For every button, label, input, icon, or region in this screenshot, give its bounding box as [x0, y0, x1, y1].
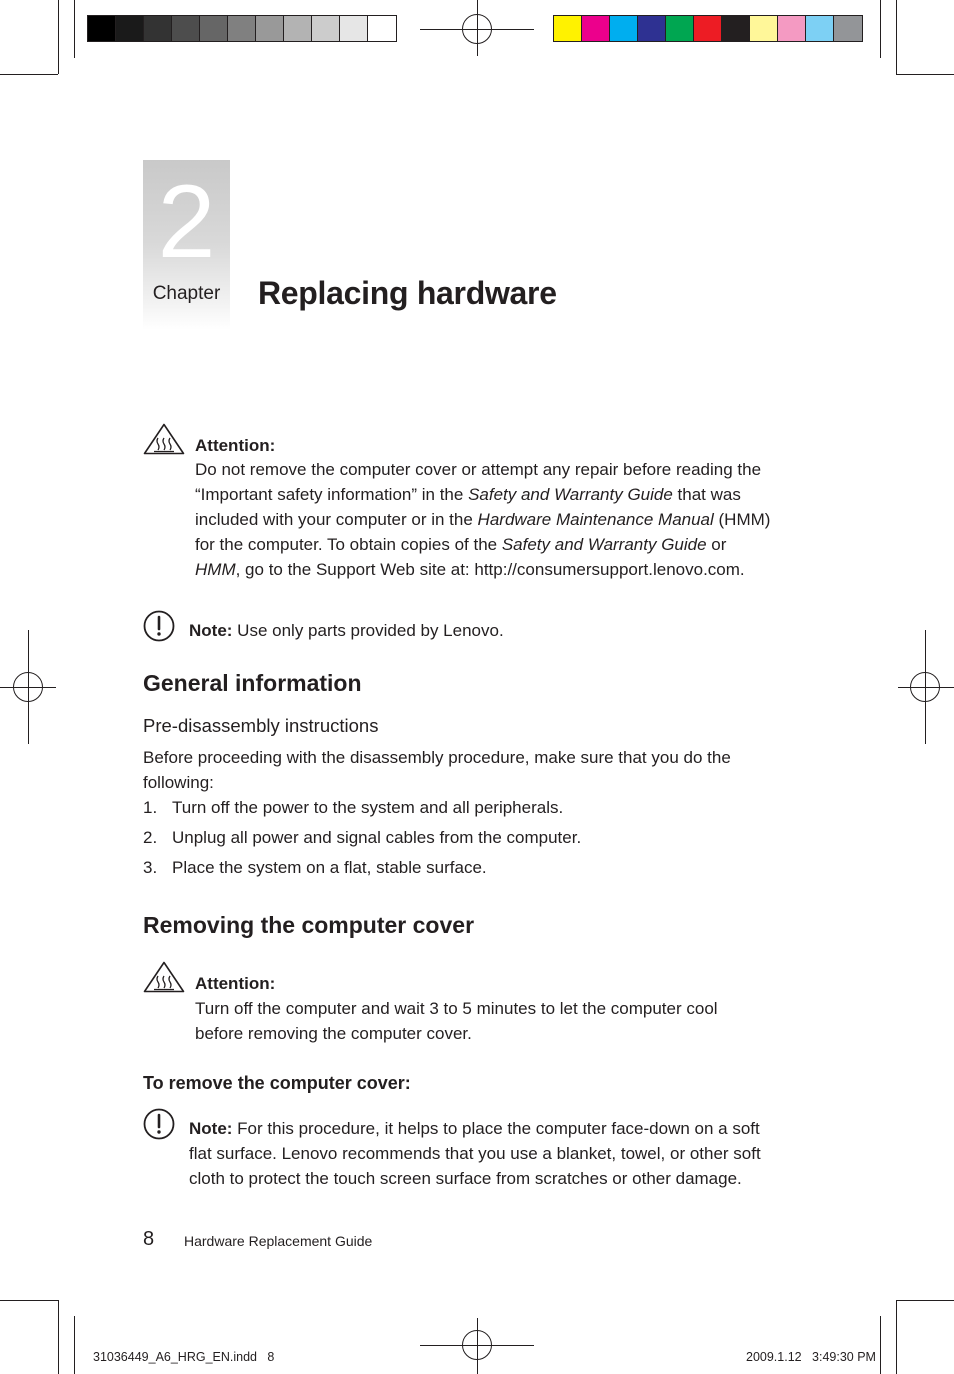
section-heading-removing-cover: Removing the computer cover: [143, 912, 475, 938]
crop-mark: [74, 1316, 75, 1374]
attention-line: “Important safety information” in the Safety and Warranty Guide that was: [195, 485, 741, 504]
crop-mark: [58, 1300, 59, 1374]
attention-line: HMM, go to the Support Web site at: http://consumersupport.lenovo.com.: [195, 560, 745, 579]
color-swatch: [256, 16, 284, 41]
attention-line: for the computer. To obtain copies of the Safety and Warranty Guide or: [195, 535, 727, 554]
color-swatch: [834, 16, 862, 41]
page-number: 8: [143, 1228, 155, 1250]
crop-mark: [0, 74, 58, 75]
exclamation-circle-icon: [143, 1108, 175, 1140]
slug-datetime: 2009.1.12 3:49:30 PM: [746, 1350, 876, 1364]
color-swatch: [228, 16, 256, 41]
attention-line: before removing the computer cover.: [195, 1024, 472, 1043]
color-swatch: [554, 16, 582, 41]
exclamation-circle-icon: [143, 610, 175, 642]
process-color-bar: [553, 15, 863, 42]
note-line: cloth to protect the touch screen surface from scratches or other damage.: [189, 1169, 742, 1188]
color-swatch: [368, 16, 396, 41]
color-swatch: [778, 16, 806, 41]
crop-mark: [880, 0, 881, 58]
chapter-title: Replacing hardware: [258, 275, 557, 311]
color-swatch: [610, 16, 638, 41]
attention-text: [195, 457, 815, 582]
intro-line: Before proceeding with the disassembly procedure, make sure that you do the: [143, 748, 731, 767]
color-swatch: [638, 16, 666, 41]
hot-surface-warning-icon: [143, 423, 185, 455]
color-swatch: [694, 16, 722, 41]
color-swatch: [144, 16, 172, 41]
color-swatch: [806, 16, 834, 41]
attention-line: Do not remove the computer cover or attempt any repair before reading the: [195, 460, 762, 479]
color-swatch: [666, 16, 694, 41]
attention-line: Turn off the computer and wait 3 to 5 minutes to let the computer cool: [195, 999, 718, 1018]
grayscale-color-bar: [87, 15, 397, 42]
color-swatch: [750, 16, 778, 41]
crop-mark: [896, 0, 897, 74]
color-swatch: [340, 16, 368, 41]
color-swatch: [172, 16, 200, 41]
color-swatch: [284, 16, 312, 41]
crop-mark: [58, 0, 59, 74]
subsection-heading-pre-disassembly: Pre-disassembly instructions: [143, 715, 379, 736]
procedure-heading: To remove the computer cover:: [143, 1073, 411, 1093]
chapter-label: Chapter: [152, 283, 221, 304]
chapter-badge: [143, 160, 230, 330]
list-item: 1. Turn off the power to the system and all peripherals.: [143, 798, 564, 817]
attention-label: Attention:: [195, 974, 276, 993]
color-swatch: [200, 16, 228, 41]
section-heading-general: General information: [143, 670, 362, 696]
attention-line: included with your computer or in the Hardware Maintenance Manual (HMM): [195, 510, 771, 529]
color-swatch: [582, 16, 610, 41]
note-label: Note:: [189, 1119, 233, 1138]
note-body: Use only parts provided by Lenovo.: [232, 621, 504, 640]
note-text: [189, 618, 504, 643]
color-swatch: [722, 16, 750, 41]
crop-mark: [896, 1300, 897, 1374]
attention-label: Attention:: [195, 436, 276, 455]
guide-title: Hardware Replacement Guide: [184, 1233, 373, 1249]
color-swatch: [312, 16, 340, 41]
crop-mark: [896, 1300, 954, 1301]
list-item: 3. Place the system on a flat, stable surface.: [143, 858, 487, 877]
crop-mark: [0, 1300, 58, 1301]
color-swatch: [116, 16, 144, 41]
crop-mark: [880, 1316, 881, 1374]
note-label: Note:: [189, 621, 233, 640]
list-item: 2. Unplug all power and signal cables from the computer.: [143, 828, 582, 847]
note-line: Note: For this procedure, it helps to place the computer face-down on a soft: [189, 1119, 760, 1138]
crop-mark: [74, 0, 75, 58]
slug-filename: 31036449_A6_HRG_EN.indd 8: [93, 1350, 275, 1364]
color-swatch: [88, 16, 116, 41]
intro-line: following:: [143, 773, 214, 792]
chapter-number: 2: [157, 164, 216, 280]
crop-mark: [896, 74, 954, 75]
note-line: flat surface. Lenovo recommends that you use a blanket, towel, or other soft: [189, 1144, 761, 1163]
hot-surface-warning-icon: [143, 961, 185, 993]
